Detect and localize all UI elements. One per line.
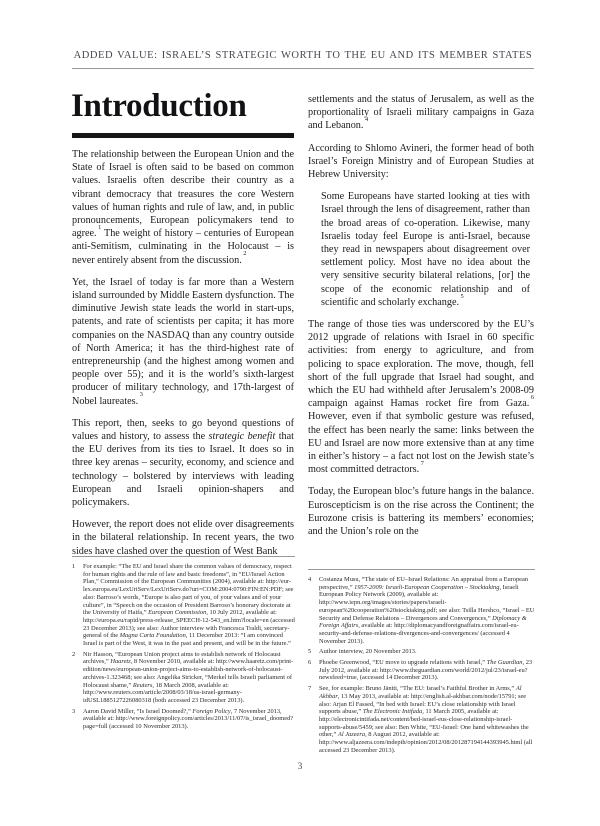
footnote	[72, 651, 295, 705]
paragraph: settlements and the status of Jerusalem, as well as the proportionality of Israeli military campaigns in Gaza and Lebanon.$^4$	[308, 94, 534, 132]
paragraph: According to Shlomo Avineri, the former head of both Israel’s Foreign Ministry and of European Studies at Hebrew University:	[308, 142, 534, 181]
right-column	[308, 93, 534, 570]
footnote	[308, 685, 535, 754]
paragraph: Yet, the Israel of today is far more than a Western island surrounded by Middle Eastern dysfunction. The diminutive Jewish state leads the world in start-ups, patents, and rate of scientists per capita; it has more companies on the NASDAQ than any country outside of North America; it has the third-highest rate of entrepreneurship (and the highest among women and people over 55); and it is the world’s sixth-largest producer of military technology, and 17th-largest of Nobel laureates.$^3$	[72, 276, 294, 407]
footnote-number: 7	[308, 685, 312, 693]
footnote-number: 5	[308, 648, 312, 656]
footnote-text: Costanza Musu, “The state of EU–Israel Relations: An appraisal from a European perspective,” 1957-2009: Israeli-European Cooperation – Stocktaking, Israeli European Policy Network (2009), available at: http://www.iepn.org/images/stories/papers/israeli-european%20cooperation%20stocktaking.pdf; see also: Tsilla Hershco, “Israel – EU Security and Defense Relations – Divergences and Convergences,” Diplomacy & Foreign Affairs, available at: http://diplomacyandforeignaffairs.com/israel-eu-security-and-defense-relations-divergences-and-convergences/ (accessed 4 November 2013).	[319, 576, 535, 645]
paragraph: The range of those ties was underscored by the EU’s 2012 upgrade of relations with Israel in 60 specific activities: from energy to agriculture, and from policing to space exploration. The move, though, fell short of the full upgrade that Israel had sought, and which the EU had withheld after Jerusalem’s 2008-09 campaign against Hamas rocket fire from Gaza.$^6$ However, even if that symbolic gesture was refused, the effect has been nearly the same: links between the EU and Israel are now more extensive than at any time in either’s history – a fact not lost on the Jewish state’s most committed detractors.$^7$	[308, 319, 534, 476]
chapter-title: Introduction	[71, 88, 247, 124]
footnote-text: Aaron David Miller, “Is Israel Doomed?,” Foreign Policy, 7 November 2013, available at: http://www.foreignpolicy.com/articles/2013/11/07/is_israel_doomed?page=full (accessed 10 November 2013).	[83, 707, 294, 731]
block-quote: Some Europeans have started looking at ties with Israel through the lens of disagreement, rather than the broad areas of co-operation. Likewise, many Israelis today feel Europe is anti-Israel, because they read in newspapers about disagreement over settlement policy. Most have no idea about the very sensitive security bilateral relations, [or] the scope of the economic relationship and of scientific and scholarly exchange.$^5$	[321, 191, 530, 308]
footnotes-right	[308, 569, 535, 757]
footnote-number: 2	[72, 650, 76, 658]
footnote	[308, 659, 535, 682]
running-header	[72, 50, 534, 69]
running-header-title: ADDED VALUE: ISRAEL’S STRATEGIC WORTH TO THE EU AND ITS MEMBER STATES	[73, 50, 533, 61]
paragraph: This report, then, seeks to go beyond questions of values and history, to assess the strategic benefit that the EU derives from its ties to Israel. It does so in three key arenas – security, economy, and science and technology – bolstered by interviews with leading European and Israeli opinion-shapers and policymakers.	[72, 417, 294, 509]
paragraph: However, the report does not elide over disagreements in the bilateral relationship. In recent years, the two sides have clashed over the question of West Bank	[72, 519, 294, 556]
page-number: 3	[297, 761, 303, 771]
footnote	[308, 648, 535, 656]
footnote-text: Author interview, 20 November 2013.	[319, 648, 417, 656]
footnote-text: Nir Hasson, “European Union project aims to establish network of Holocaust archives,” Haaretz, 8 November 2010, available at: http://www.haaretz.com/print-edition/news/european-union-project-aims-to-establish-network-of-holocaust-archives-1.323468; see also: Angelika Stricker, “Merkel tells Israeli parliament of Holocaust shame,” Reuters, 18 March 2008, available at: http://www.reuters.com/article/2008/03/18/us-israel-germany-idUSL1885127226080318 (both accessed 23 December 2013).	[83, 650, 294, 704]
footnote	[72, 708, 295, 731]
footnote-text: For example: “The EU and Israel share the common values of democracy, respect for human rights and the rule of law and basic freedoms”, in “EU/Israel Action Plan,” Commission of the European Communities (2004), available at: http://eur-lex.europa.eu/LexUriServ/LexUriServ.do?uri=COM:2004:0790:FIN:EN:PDF; see also: Barroso’s words, “Europe is also part of you, of your values and of your culture”, in “Speech on the occasion of President Barroso’s honorary doctorate at the University of Haifa,” European Commission, 10 July 2012, available at: http://europa.eu/rapid/press-release_SPEECH-12-543_en.htm?locale=en (accessed 23 December 2013); see also: Author interview with Francesca Traldi, secretary-general of the Magna Carta Foundation, 11 December 2013: “I am convinced Israel is part of the West, it was in the past and present, and will be in the future.”	[83, 563, 295, 648]
paragraph: Today, the European bloc’s future hangs in the balance. Euroscepticism is on the rise across the Continent; the Eurozone crisis is battering its members’ economies; and the Union’s role on the	[308, 486, 534, 538]
footnote-number: 1	[72, 563, 76, 570]
footnotes-left	[72, 556, 295, 734]
footnote	[72, 563, 295, 648]
footnote-text: See, for example: Bruno Jäntti, “The EU: Israel’s Faithful Brother in Arms,” Al Akhbar, 13 May 2013, available at: http://english.al-akhbar.com/node/15791; see also: Arjan El Fassed, “In bed with Israel: EU’s close relationship with Israel supports abuse,” The Electronic Intifada, 11 March 2005, available at: http://electronicintifada.net/content/bed-israel-eus-close-relationship-israel-supports-abuse/5459; see also: Ben White, “EU-Israel: One hand whitewashes the other,” Al Jazeera, 8 August 2012, available at: http://www.aljazeera.com/indepth/opinion/2012/08/201287194144393945.html (all accessed 23 December 2013).	[319, 685, 533, 754]
footnote	[308, 576, 535, 645]
footnote-number: 6	[308, 659, 312, 667]
footnote-number: 3	[72, 707, 76, 715]
left-column	[72, 148, 294, 556]
paragraph: The relationship between the European Union and the State of Israel is often said to be based on common values. Israelis often describe their country as a vibrant democracy that treasures the core Western values of human rights and rule of law, and, in public pronouncements, European policymakers tend to agree.$^1$ The weight of history – centuries of European anti-Semitism, culminating in the Holocaust – is never entirely absent from the discussion.$^2$	[72, 149, 294, 266]
footnote-number: 4	[308, 576, 312, 583]
footnote-text: Phoebe Greenwood, “EU move to upgrade relations with Israel,” The Guardian, 23 July 2012, available at: http://www.theguardian.com/world/2012/jul/23/israel-eu?newsfeed=true, (accessed 14 December 2013).	[319, 659, 533, 682]
title-rule	[72, 133, 294, 138]
